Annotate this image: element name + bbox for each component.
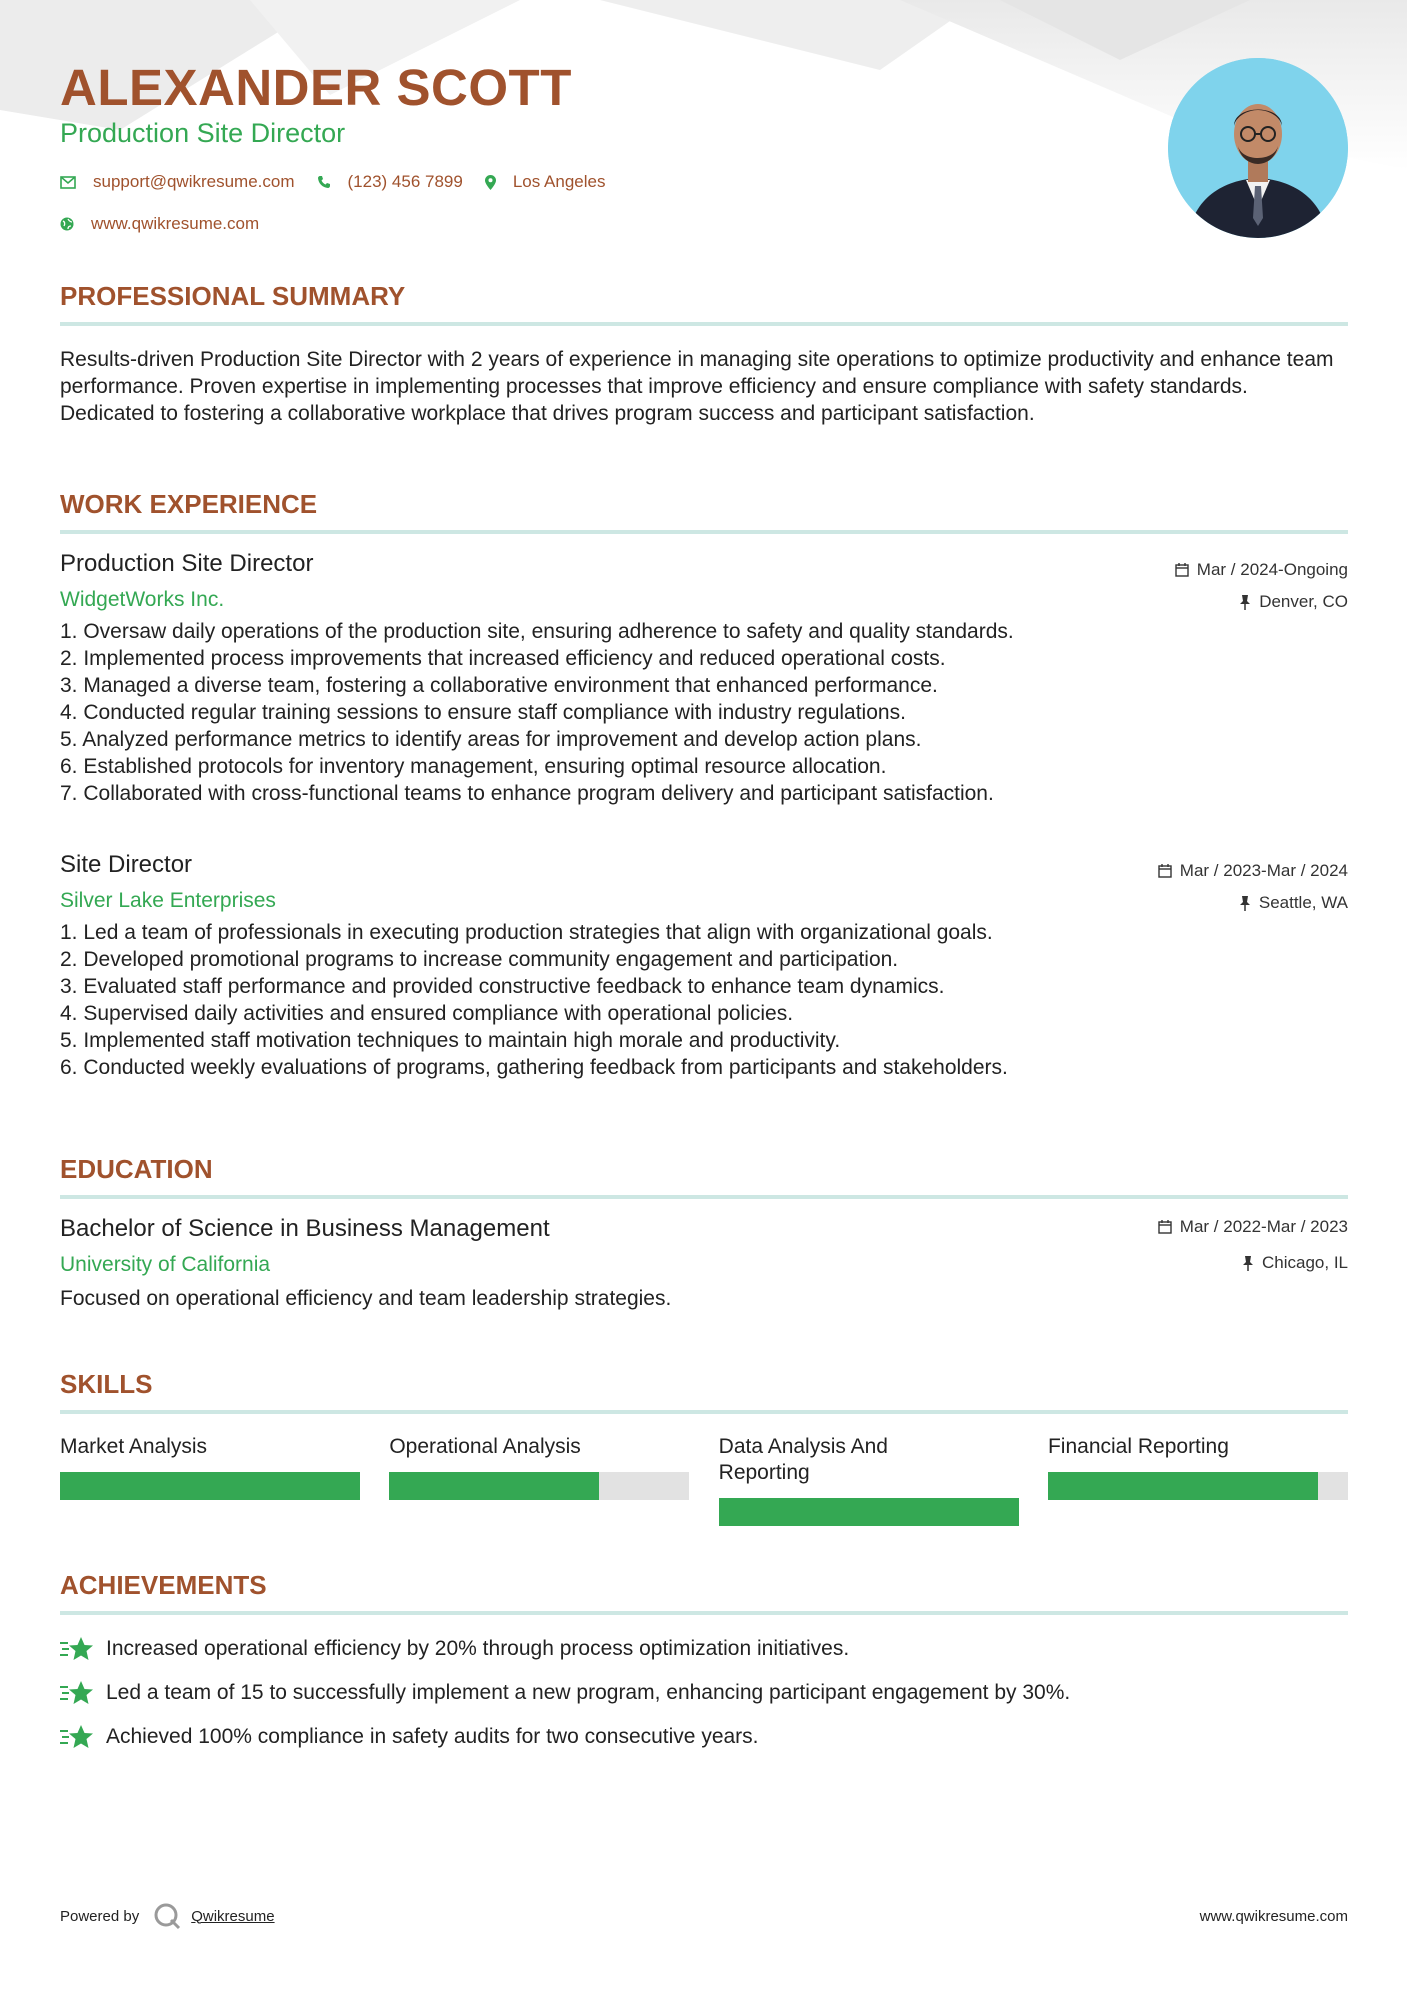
skill-name: Operational Analysis: [389, 1435, 581, 1458]
phone-icon: [317, 175, 331, 189]
job-location: [1158, 893, 1348, 913]
skill-fill: [389, 1472, 599, 1500]
location-text: Los Angeles: [512, 172, 606, 191]
job-dates: [1158, 861, 1348, 881]
map-pin-icon: [485, 175, 496, 190]
list-item: [60, 1671, 1348, 1715]
education-dates: [1158, 1217, 1348, 1237]
candidate-title: Production Site Director: [60, 118, 346, 148]
education-heading: EDUCATION: [60, 1154, 213, 1184]
contact-row-2: [60, 214, 281, 234]
skill-item: [1048, 1434, 1348, 1526]
envelope-icon: [60, 176, 76, 189]
email-text: support@qwikresume.com: [93, 172, 295, 191]
education-section: [60, 1156, 1348, 1199]
skill-name: Data Analysis And Reporting: [718, 1435, 888, 1484]
globe-icon: [60, 217, 74, 231]
education-location: [1158, 1253, 1348, 1273]
skill-name: Financial Reporting: [1047, 1435, 1229, 1458]
job-bullets: [60, 919, 1348, 1081]
section-divider: [60, 322, 1348, 326]
achievement-text: Increased operational efficiency by 20% through process optimization initiatives.: [106, 1637, 850, 1660]
skill-fill: [719, 1498, 1019, 1526]
school-name: University of California: [60, 1253, 271, 1276]
skills-section: [60, 1371, 1348, 1526]
section-divider: [60, 1611, 1348, 1615]
star-icon: [60, 1679, 94, 1707]
achievements-section: [60, 1572, 1348, 1759]
achievement-text: Achieved 100% compliance in safety audits for two consecutive years.: [106, 1725, 759, 1748]
list-item: 3. Managed a diverse team, fostering a collaborative environment that enhanced performance.: [60, 674, 938, 697]
list-item: 3. Evaluated staff performance and provided constructive feedback to enhance team dynamics.: [60, 975, 945, 998]
education-entry: [60, 1215, 1348, 1312]
list-item: 5. Analyzed performance metrics to identify areas for improvement and develop action plans.: [60, 728, 922, 751]
list-item: 6. Conducted weekly evaluations of programs, gathering feedback from participants and stakeholders.: [60, 1056, 1008, 1079]
job-location-text: Denver, CO: [1259, 592, 1348, 611]
summary-text: Results-driven Production Site Director with 2 years of experience in managing site operations to optimize productivity and enhance team performance. Proven expertise in implementing processes that improve efficiency and ensure compliance with safety standards. Dedicated to fostering a collaborative workplace that drives program success and participant satisfaction.: [60, 348, 1334, 425]
skills-grid: [60, 1434, 1348, 1526]
contact-location: [485, 172, 606, 192]
skill-fill: [1048, 1472, 1318, 1500]
achievements-list: [60, 1627, 1348, 1759]
skill-fill: [60, 1472, 360, 1500]
footer: [60, 1902, 1348, 1930]
list-item: 5. Implemented staff motivation techniques to maintain high morale and productivity.: [60, 1029, 841, 1052]
summary-heading: PROFESSIONAL SUMMARY: [60, 281, 406, 311]
candidate-name: ALEXANDER SCOTT: [60, 59, 572, 116]
education-location-text: Chicago, IL: [1262, 1253, 1348, 1272]
education-description: Focused on operational efficiency and team leadership strategies.: [60, 1287, 672, 1310]
pushpin-icon: [1239, 896, 1251, 911]
job-company: WidgetWorks Inc.: [60, 588, 225, 611]
job-bullets: [60, 618, 1348, 807]
list-item: 1. Led a team of professionals in executing production strategies that align with organizational goals.: [60, 921, 993, 944]
list-item: 2. Developed promotional programs to increase community engagement and participation.: [60, 948, 899, 971]
list-item: 1. Oversaw daily operations of the production site, ensuring adherence to safety and quality standards.: [60, 620, 1014, 643]
section-divider: [60, 1195, 1348, 1199]
list-item: 6. Established protocols for inventory management, ensuring optimal resource allocation.: [60, 755, 887, 778]
skill-bar: [719, 1498, 1019, 1526]
list-item: 4. Supervised daily activities and ensured compliance with operational policies.: [60, 1002, 794, 1025]
job-role: Site Director: [60, 851, 193, 878]
skill-item: [719, 1434, 1019, 1526]
calendar-icon: [1158, 864, 1172, 878]
skill-name: Market Analysis: [60, 1435, 208, 1458]
phone-text: (123) 456 7899: [347, 172, 463, 191]
calendar-icon: [1175, 563, 1189, 577]
pushpin-icon: [1239, 595, 1251, 610]
experience-heading: WORK EXPERIENCE: [60, 489, 318, 519]
skill-bar: [389, 1472, 689, 1500]
pushpin-icon: [1242, 1256, 1254, 1271]
section-divider: [60, 530, 1348, 534]
website-text: www.qwikresume.com: [91, 214, 260, 233]
job-entry: [60, 550, 1348, 807]
star-icon: [60, 1723, 94, 1751]
profile-photo: [1168, 58, 1348, 238]
experience-section: [60, 491, 1348, 534]
star-icon: [60, 1635, 94, 1663]
brand-link[interactable]: Qwikresume: [191, 1907, 275, 1925]
job-dates: [1175, 560, 1348, 580]
job-role: Production Site Director: [60, 550, 314, 577]
qwikresume-logo-icon: [153, 1902, 181, 1930]
calendar-icon: [1158, 1220, 1172, 1234]
skill-item: [389, 1434, 689, 1526]
job-company: Silver Lake Enterprises: [60, 889, 276, 912]
education-dates-text: Mar / 2022-Mar / 2023: [1179, 1217, 1348, 1236]
list-item: [60, 1627, 1348, 1671]
achievements-heading: ACHIEVEMENTS: [60, 1570, 267, 1600]
person-portrait: [1168, 58, 1348, 238]
list-item: 2. Implemented process improvements that increased efficiency and reduced operational costs.: [60, 647, 946, 670]
achievement-text: Led a team of 15 to successfully implement a new program, enhancing participant engagement by 30%.: [106, 1681, 1071, 1704]
job-dates-text: Mar / 2024-Ongoing: [1196, 560, 1348, 579]
skill-bar: [1048, 1472, 1348, 1500]
list-item: 4. Conducted regular training sessions to ensure staff compliance with industry regulations.: [60, 701, 906, 724]
job-dates-text: Mar / 2023-Mar / 2024: [1179, 861, 1348, 880]
contact-phone[interactable]: [317, 172, 463, 192]
skill-bar: [60, 1472, 360, 1500]
section-divider: [60, 1410, 1348, 1414]
skills-heading: SKILLS: [60, 1369, 153, 1399]
footer-url[interactable]: www.qwikresume.com: [1199, 1907, 1348, 1925]
list-item: [60, 1715, 1348, 1759]
job-location-text: Seattle, WA: [1258, 893, 1348, 912]
job-location: [1175, 592, 1348, 612]
contact-website[interactable]: [60, 214, 259, 234]
powered-by-label: Powered by: [60, 1907, 140, 1925]
skill-item: [60, 1434, 360, 1526]
job-entry: [60, 851, 1348, 1081]
list-item: 7. Collaborated with cross-functional teams to enhance program delivery and participant satisfaction.: [60, 782, 994, 805]
contact-email[interactable]: [60, 172, 295, 192]
degree-title: Bachelor of Science in Business Management: [60, 1215, 550, 1242]
contact-row: [60, 172, 627, 192]
summary-section: [60, 283, 1348, 427]
